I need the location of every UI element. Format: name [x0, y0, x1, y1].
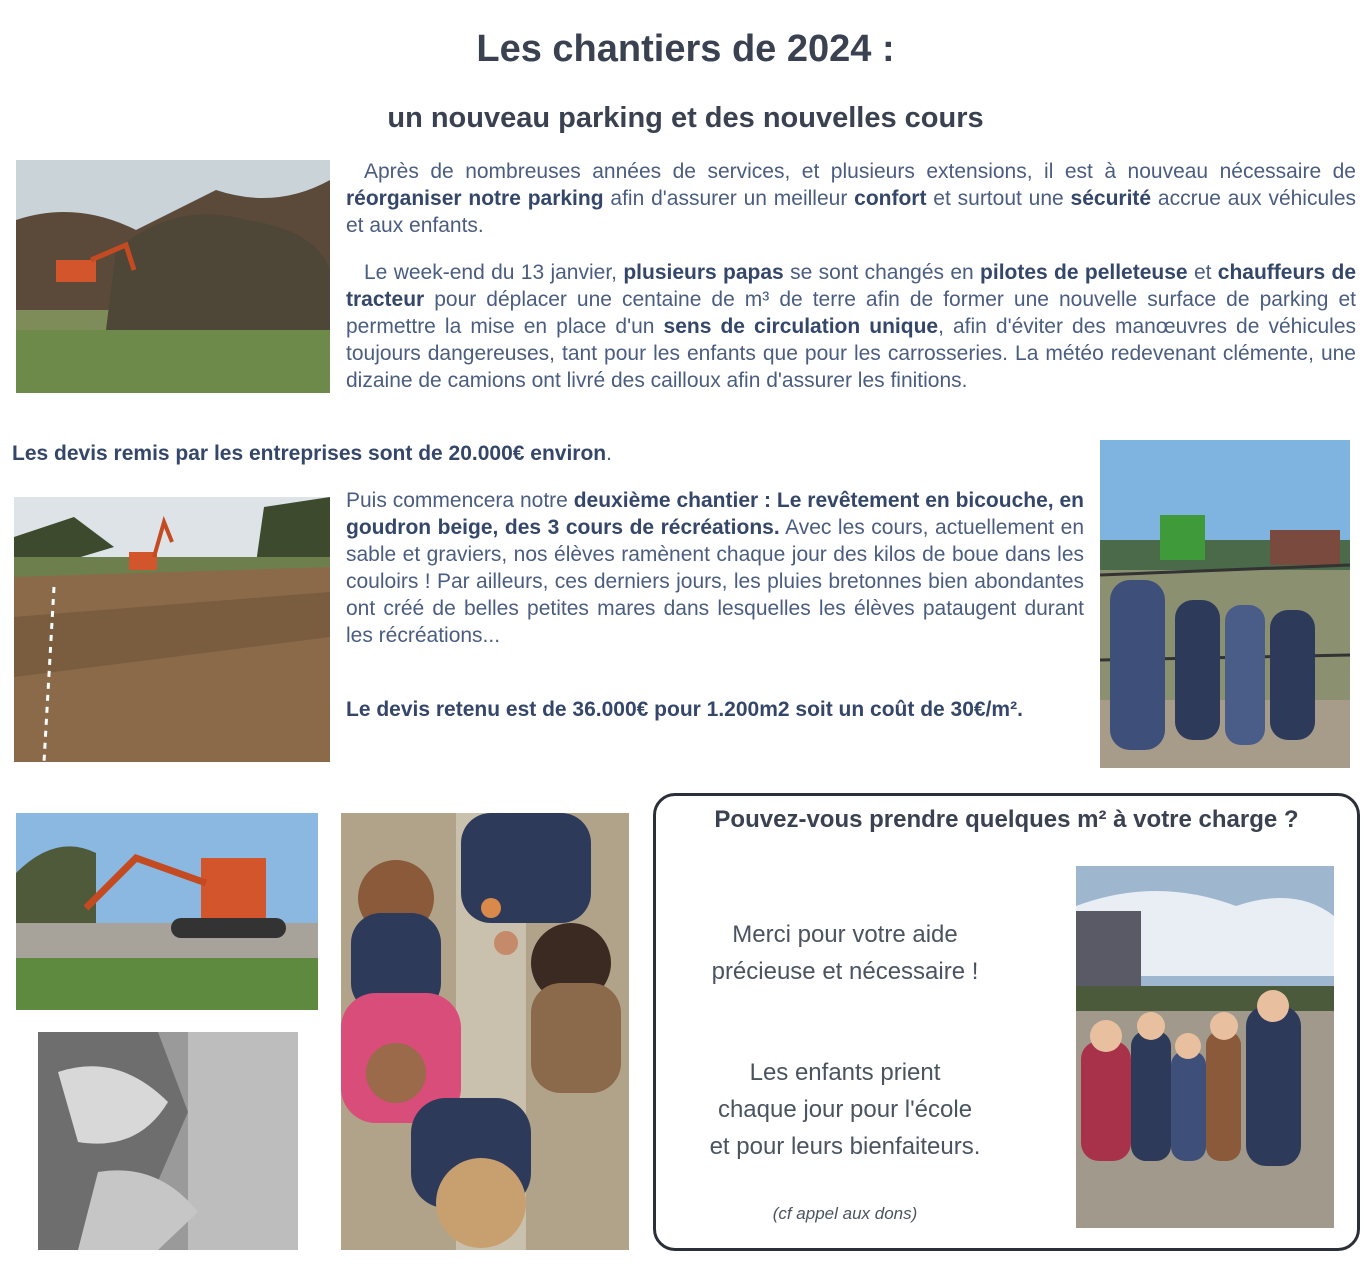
thanks-text: Merci pour votre aide précieuse et nécessaire ! — [711, 921, 979, 985]
page-title: Les chantiers de 2024 : — [476, 28, 895, 70]
paragraph-parking: Après de nombreuses années de services, et plusieurs extensions, il est à nouveau nécessaire de réorganiser notre parking afin d'assurer un meilleur confort et surtout une sécurité accrue aux véhicules et aux enfants. — [346, 160, 1356, 237]
donation-note: (cf appel aux dons) — [772, 1204, 918, 1223]
paragraph-selected-estimate: Le devis retenu est de 36.000€ pour 1.200m2 soit un coût de 30€/m². — [346, 698, 1023, 721]
photo-hands-gravel — [38, 1032, 298, 1250]
photo-excavator — [16, 813, 318, 1010]
prayer-text: Les enfants prient chaque jour pour l'école et pour leurs bienfaiteurs. — [709, 1059, 981, 1160]
paragraph-courtyards: Puis commencera notre deuxième chantier : Le revêtement en bicouche, en goudron beige, des 3 cours de récréations. Avec les cours, actuellement en sable et graviers, nos élèves ramènent chaque jour des kilos de boue dans les couloirs ! Par ailleurs, ces derniers jours, les pluies bretonnes bien abondantes ont créé de belles petites mares dans lesquelles les élèves pataugent durant les récréations... — [346, 489, 1084, 647]
paragraph-weekend: Le week-end du 13 janvier, plusieurs papas se sont changés en pilotes de pelleteuse et chauffeurs de tracteur pour déplacer une centaine de m³ de terre afin de former une nouvelle surface de parking et permettre la mise en place d'un sens de circulation unique, afin d'éviter des manœuvres de véhicules toujours dangereuses, tant pour les enfants que pour les carrosseries. La météo redevenant clémente, une dizaine de camions ont livré des cailloux afin d'assurer les finitions. — [346, 261, 1357, 392]
page-subtitle: un nouveau parking et des nouvelles cours — [387, 102, 984, 134]
photo-children-group — [1076, 866, 1334, 1228]
photo-children-playing — [341, 813, 629, 1250]
quote-first-estimate: Les devis remis par les entreprises sont de 20.000€ environ. — [12, 442, 612, 465]
photo-children-fence — [1100, 440, 1350, 768]
photo-excavator-clearing — [16, 160, 330, 393]
appeal-title: Pouvez-vous prendre quelques m² à votre charge ? — [714, 806, 1299, 833]
photo-earthworks — [14, 497, 330, 762]
